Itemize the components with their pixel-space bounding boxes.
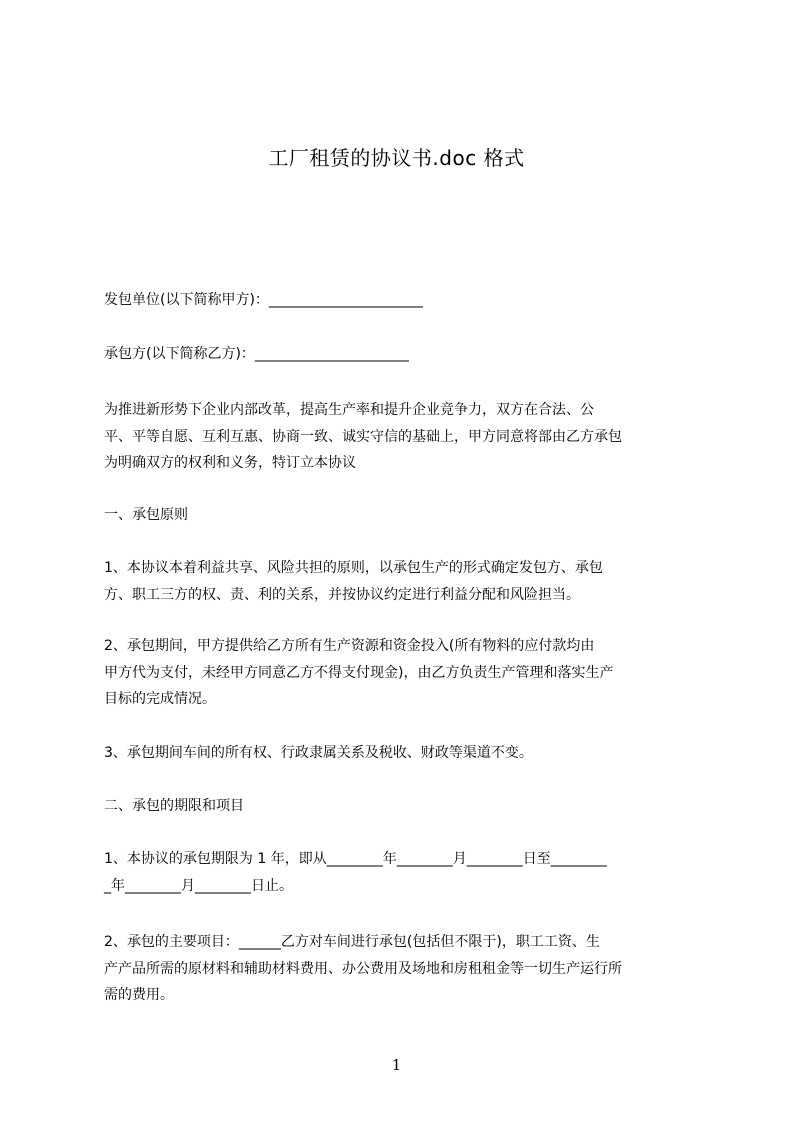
- paragraph-line: _年________月________日止。: [104, 877, 293, 894]
- intro-line: 平、平等自愿、互利互惠、协商一致、诚实守信的基础上，甲方同意将部由乙方承包: [104, 428, 622, 445]
- section-1-item-1: [104, 555, 712, 608]
- paragraph-line: 方、职工三方的权、责、利的关系，并按协议约定进行利益分配和风险担当。: [104, 586, 580, 603]
- intro-line: 为推进新形势下企业内部改革，提高生产率和提升企业竞争力，双方在合法、公: [104, 402, 594, 418]
- intro-paragraph: [104, 397, 712, 477]
- intro-line: 为明确双方的权利和义务，特订立本协议: [104, 455, 356, 471]
- paragraph-line: 2、承包期间，甲方提供给乙方所有生产资源和资金投入(所有物料的应付款均由: [104, 638, 595, 654]
- section-1-item-3: 3、承包期间车间的所有权、行政隶属关系及税收、财政等渠道不变。: [104, 745, 533, 761]
- paragraph-line: 甲方代为支付，未经甲方同意乙方不得支付现金)，由乙方负责生产管理和落实生产: [104, 664, 614, 681]
- section-2-item-2: [104, 929, 712, 1009]
- paragraph-line: 2、承包的主要项目：______乙方对车间进行承包(包括但不限于)，职工工资、生: [104, 934, 600, 950]
- party-b-line: 承包方(以下简称乙方)：______________________: [104, 346, 409, 362]
- section-1-item-2: [104, 633, 712, 713]
- paragraph-line: 需的费用。: [104, 987, 174, 1003]
- document-title: 工厂租赁的协议书.doc 格式: [268, 146, 525, 170]
- paragraph-line: 1、本协议的承包期限为 1 年，即从________年________月________日至________: [104, 851, 607, 867]
- paragraph-line: 产产品所需的原材料和辅助材料费用、办公费用及场地和房租租金等一切生产运行所: [104, 960, 622, 977]
- paragraph-line: 1、本协议本着利益共享、风险共担的原则，以承包生产的形式确定发包方、承包: [104, 560, 603, 576]
- paragraph-line: 目标的完成情况。: [104, 691, 216, 707]
- section-1-heading: 一、承包原则: [104, 507, 188, 523]
- section-2-item-1: [104, 846, 712, 899]
- party-a-line: 发包单位(以下简称甲方)：______________________: [104, 292, 423, 308]
- section-2-heading: 二、承包的期限和项目: [104, 798, 244, 814]
- page-number: 1: [391, 1056, 402, 1074]
